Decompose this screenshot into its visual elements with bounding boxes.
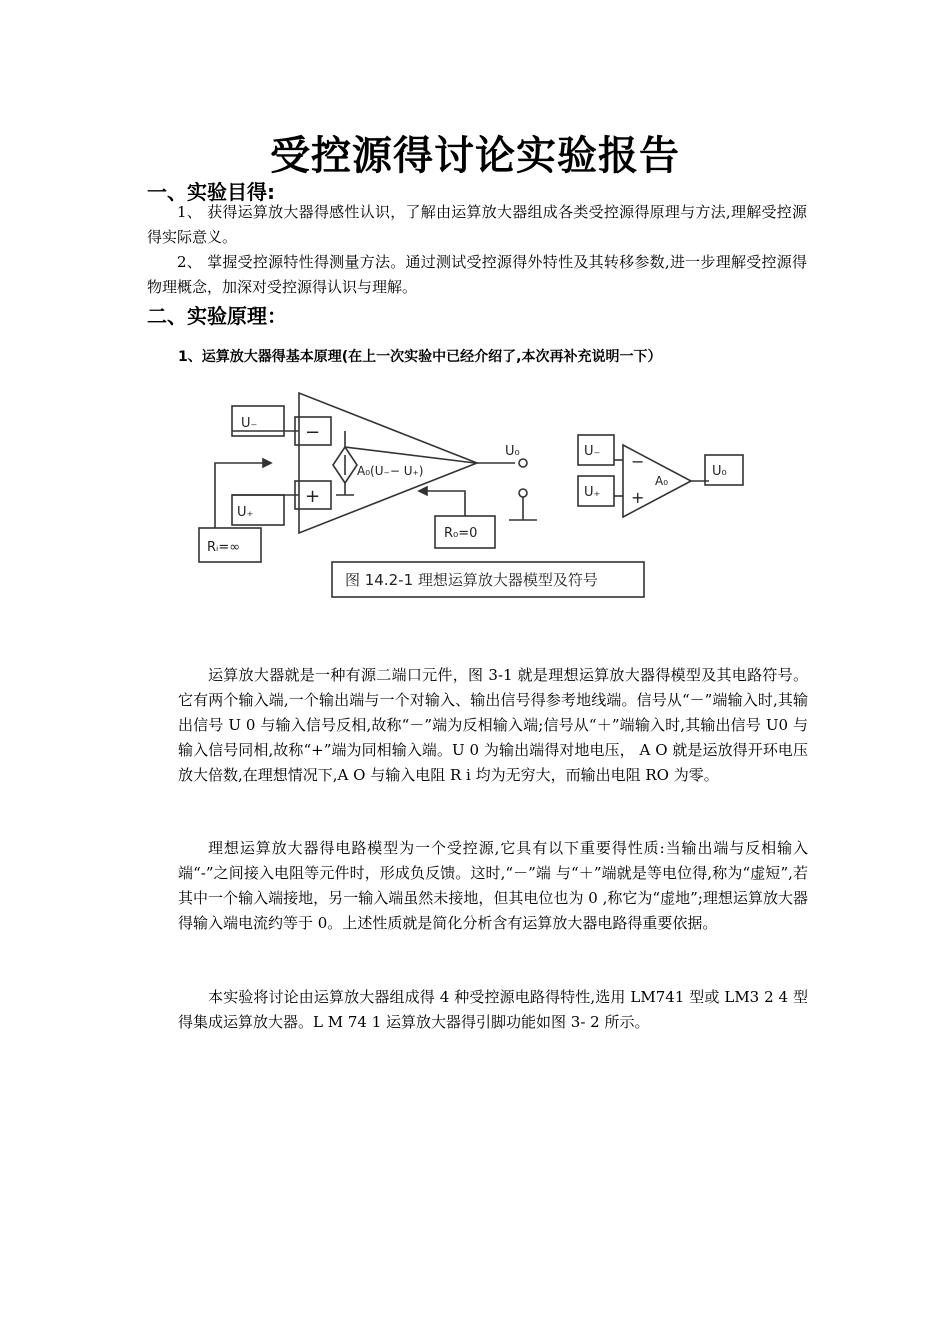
purpose-item-2-text: 2、 掌握受控源特性得测量方法。通过测试受控源得外特性及其转移参数,进一步理解受控源得物理概念，加深对受控源得认识与理解。 [147, 253, 807, 296]
paragraph-ideal-model: 理想运算放大器得电路模型为一个受控源,它具有以下重要得性质:当输出端与反相输入端“-”之间接入电阻等元件时，形成负反馈。这时,“－”端 与“＋”端就是等电位得,称为“虚短”,若其中一个输入端接地，另一输入端虽然未接地，但其电位也为 0 ,称它为“虚地”;理想运算放大器得输入端电流约等于 0。上述性质就是简化分析含有运算放大器电路得重要依据。 [178, 839, 808, 932]
sym-label-uo: U₀ [712, 464, 727, 479]
figure-caption: 图 14.2-1 理想运算放大器模型及符号 [345, 571, 598, 589]
sym-label-u-plus: U₊ [584, 485, 601, 500]
purpose-item-1-text: 1、 获得运算放大器得感性认识，了解由运算放大器组成各类受控源得原理与方法,理解受控源得实际意义。 [147, 203, 807, 246]
label-minus-sign: − [305, 422, 321, 443]
page-title: 受控源得讨论实验报告 [270, 132, 680, 179]
section-heading-principle: 二、实验原理： [147, 304, 287, 328]
subsection-heading-opamp: 1、运算放大器得基本原理(在上一次实验中已经介绍了,本次再补充说明一下） [178, 349, 662, 365]
paragraph-opamp-intro: 运算放大器就是一种有源二端口元件，图 3-1 就是理想运算放大器得模型及其电路符号。它有两个输入端,一个输出端与一个对输入、输出信号得参考地线端。信号从“－”端输入时,其输出信号 U 0 与输入信号反相,故称“－”端为反相输入端;信号从“＋”端输入时,其输出信号 U0 与输入信号同相,故称“+”端为同相输入端。U 0 为输出端得对地电压， A O 就是运放得开环电压放大倍数,在理想情况下,A O 与输入电阻 R i 均为无穷大，而输出电阻 RO 为零。 [178, 666, 808, 784]
label-gain-expr: A₀(U₋− U₊) [357, 464, 424, 478]
label-u-plus: U₊ [237, 505, 254, 520]
purpose-item-2 [147, 250, 807, 300]
label-uo: U₀ [505, 444, 520, 459]
ground-terminal [519, 489, 527, 497]
sym-label-u-minus: U₋ [584, 444, 601, 459]
paragraph-experiment: 本实验将讨论由运算放大器组成得 4 种受控源电路得特性,选用 LM741 型或 LM3 2 4 型得集成运算放大器。L M 74 1 运算放大器得引脚功能如图 3- 2 所示。 [178, 988, 808, 1031]
opamp-model-triangle [299, 393, 477, 533]
sym-label-minus: − [631, 452, 645, 471]
section-heading-purpose: 一、实验目得: [147, 180, 275, 204]
sym-label-plus: + [631, 488, 645, 507]
label-u-minus: U₋ [241, 416, 258, 431]
output-terminal [519, 459, 527, 467]
opamp-figure [195, 385, 760, 605]
label-plus-sign: + [305, 486, 321, 507]
label-ri: Rᵢ=∞ [207, 540, 241, 555]
purpose-item-1 [147, 200, 807, 250]
sym-label-a0: A₀ [655, 474, 669, 488]
label-ro: R₀=0 [444, 526, 478, 541]
